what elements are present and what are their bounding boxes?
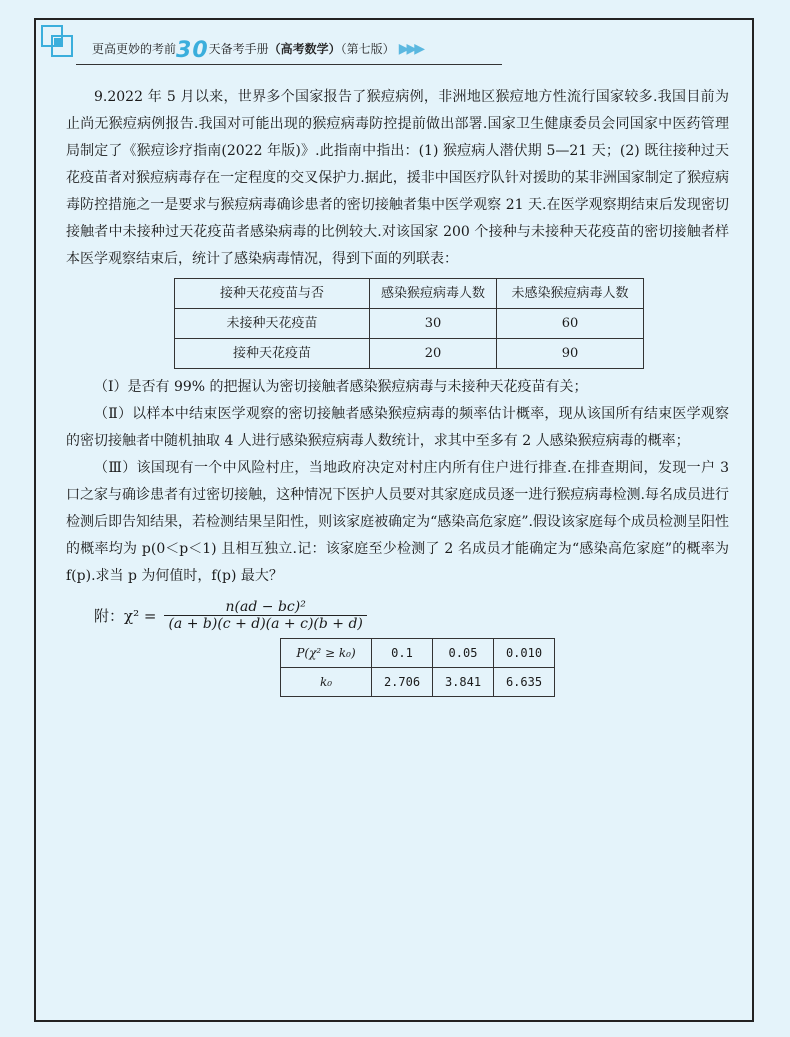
- table-cell: 2.706: [372, 668, 433, 697]
- table-cell: 30: [370, 309, 497, 339]
- logo-squares-icon: [40, 24, 80, 64]
- critical-value-table: [280, 638, 555, 697]
- problem-body: [66, 84, 729, 697]
- table-header-row: [175, 279, 644, 309]
- table-cell: 6.635: [494, 668, 555, 697]
- header-title-before: 更高更妙的考前: [92, 42, 177, 56]
- table-cell: 3.841: [433, 668, 494, 697]
- table-header-cell: 接种天花疫苗与否: [175, 279, 370, 309]
- question-part-1: （Ⅰ）是否有 99% 的把握认为密切接触者感染猴痘病毒与未接种天花疫苗有关；: [94, 379, 588, 395]
- table-cell: 0.010: [494, 639, 555, 668]
- problem-intro: 9.2022 年 5 月以来，世界多个国家报告了猴痘病例，非洲地区猴痘地方性流行国家较多.我国目前为止尚无猴痘病例报告.我国对可能出现的猴痘病毒防控提前做出部署.国家卫生健康委员会同国家中医药管理局制定了《猴痘诊疗指南(2022 年版)》.此指南中指出：(1) 猴痘病人潜伏期 5—21 天；(2) 既往接种过天花疫苗者对猴痘病毒存在一定程度的交叉保护力.据此，援非中国医疗队针对援助的某非洲国家制定了猴痘病毒防控措施之一是要求与猴痘病毒确诊患者的密切接触者集中医学观察 21 天.在医学观察期结束后发现密切接触者中未接种过天花疫苗者感染病毒的比例较大.对该国家 200 个接种与未接种天花疫苗的密切接触者样本医学观察结束后，统计了感染病毒情况，得到下面的列联表：: [66, 89, 729, 267]
- table-cell: 90: [497, 339, 644, 369]
- table-row: [281, 639, 555, 668]
- table-cell: 60: [497, 309, 644, 339]
- header-title-number: 30: [176, 38, 209, 63]
- question-part-3: （Ⅲ）该国现有一个中风险村庄，当地政府决定对村庄内所有住户进行排查.在排查期间，发现一户 3 口之家与确诊患者有过密切接触，这种情况下医护人员要对其家庭成员逐一进行猴痘病毒检测.每名成员进行检测后即告知结果，若检测结果呈阳性，则该家庭被确定为“感染高危家庭”.假设该家庭每个成员检测呈阳性的概率均为 p(0＜p＜1) 且相互独立.记：该家庭至少检测了 2 名成员才能确定为“感染高危家庭”的概率为 f(p).求当 p 为何值时，f(p) 最大？: [66, 460, 729, 584]
- table-cell: P(χ² ≥ k₀): [281, 639, 372, 668]
- table-row: [281, 668, 555, 697]
- page-header: [36, 20, 752, 70]
- table-cell: 0.05: [433, 639, 494, 668]
- header-subject: （高考数学）: [268, 42, 341, 56]
- triple-arrow-icon: ▶▶▶: [398, 41, 422, 57]
- table-header-cell: 感染猴痘病毒人数: [370, 279, 497, 309]
- header-title-after: 天备考手册: [208, 42, 269, 56]
- table-row: [175, 339, 644, 369]
- formula-denominator: (a + b)(c + d)(a + c)(b + d): [164, 615, 366, 633]
- contingency-table: [174, 278, 644, 369]
- table-cell: 未接种天花疫苗: [175, 309, 370, 339]
- table-header-cell: 未感染猴痘病毒人数: [497, 279, 644, 309]
- page-frame: [34, 18, 754, 1022]
- chi-square-formula: [94, 598, 729, 634]
- table-row: [175, 309, 644, 339]
- table-cell: 20: [370, 339, 497, 369]
- table-cell: 接种天花疫苗: [175, 339, 370, 369]
- table-cell: 0.1: [372, 639, 433, 668]
- formula-numerator: n(ad − bc)²: [225, 599, 306, 615]
- table-cell: k₀: [281, 668, 372, 697]
- header-edition: （第七版）: [340, 42, 395, 56]
- formula-prefix: 附：χ² =: [94, 606, 157, 625]
- running-header: [92, 38, 422, 63]
- header-rule: [76, 64, 502, 65]
- question-part-2: （Ⅱ）以样本中结束医学观察的密切接触者感染猴痘病毒的频率估计概率，现从该国所有结束医学观察的密切接触者中随机抽取 4 人进行感染猴痘病毒人数统计，求其中至多有 2 人感染猴痘病毒的概率；: [66, 406, 729, 449]
- formula-fraction: [164, 599, 366, 633]
